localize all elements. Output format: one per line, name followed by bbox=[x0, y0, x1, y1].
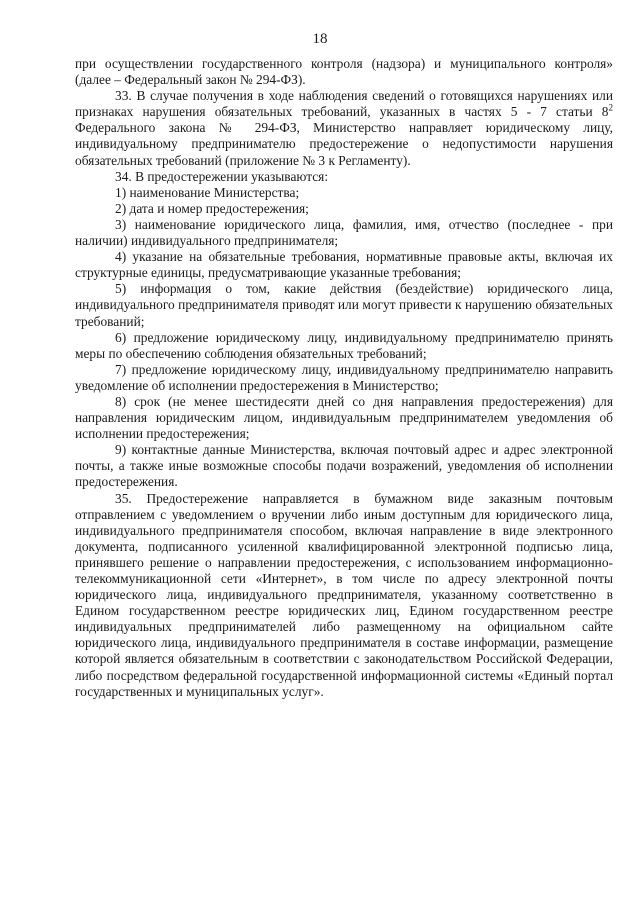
paragraph-34-item-5: 5) информация о том, какие действия (бездействие) юридического лица, индивидуального предпринимателя приводят или могут привести к нарушению обязательных требований; bbox=[75, 281, 613, 329]
paragraph-35: 35. Предостережение направляется в бумажном виде заказным почтовым отправлением с уведомлением о вручении либо иным доступным для юридического лица, индивидуального предпринимателя способом, включая направление в виде электронного документа, подписанного усиленной квалифицированной электронной подписью лица, принявшего решение о направлении предостережения, с использованием информационно-телекоммуникационной сети «Интернет», в том числе по адресу электронной почты юридического лица, индивидуального предпринимателя, указанному соответственно в Едином государственном реестре юридических лиц, Едином государственном реестре индивидуальных предпринимателей либо размещенному на официальном сайте юридического лица, индивидуального предпринимателя в составе информации, размещение которой является обязательным в соответствии с законодательством Российской Федерации, либо посредством федеральной государственной информационной системы «Единый портал государственных и муниципальных услуг». bbox=[75, 490, 613, 699]
paragraph-34-item-1: 1) наименование Министерства; bbox=[115, 184, 300, 200]
paragraph-34: 34. В предостережении указываются: bbox=[115, 168, 329, 184]
paragraph-33-text-start: 33. В случае получения в ходе наблюдения сведений о готовящихся нарушениях или признаках нарушения обязательных требований, указанных в частях 5 - 7 статьи 8 bbox=[75, 88, 613, 120]
paragraph-34-item-3: 3) наименование юридического лица, фамилия, имя, отчество (последнее - при наличии) индивидуального предпринимателя; bbox=[75, 216, 613, 249]
paragraph-intro: при осуществлении государственного контроля (надзора) и муниципального контроля» (далее – Федеральный закон № 294-ФЗ). bbox=[75, 56, 613, 88]
paragraph-34-item-8: 8) срок (не менее шестидесяти дней со дня направления предостережения) для направления юридическим лицом, индивидуальным предпринимателем уведомления об исполнении предостережения; bbox=[75, 393, 613, 442]
paragraph-33-superscript: 2 bbox=[608, 102, 613, 113]
document-body bbox=[75, 56, 613, 700]
paragraph-33 bbox=[75, 88, 613, 168]
page-number: 18 bbox=[312, 31, 328, 47]
paragraph-34-item-7: 7) предложение юридическому лицу, индивидуальному предпринимателю направить уведомление об исполнении предостережения в Министерство; bbox=[75, 361, 613, 393]
paragraph-34-item-4: 4) указание на обязательные требования, нормативные правовые акты, включая их структурные единицы, предусматривающие указанные требования; bbox=[75, 249, 613, 281]
paragraph-34-item-6: 6) предложение юридическому лицу, индивидуальному предпринимателю принять меры по обеспечению соблюдения обязательных требований; bbox=[75, 329, 613, 361]
paragraph-34-item-2: 2) дата и номер предостережения; bbox=[115, 200, 309, 216]
paragraph-33-text-end: Федерального закона № 294-ФЗ, Министерство направляет юридическому лицу, индивидуальному предпринимателю предостережение о недопустимости нарушения обязательных требований (приложение № 3 к Регламенту). bbox=[75, 120, 613, 168]
paragraph-34-item-9: 9) контактные данные Министерства, включая почтовый адрес и адрес электронной почты, а также иные возможные способы подачи возражений, уведомления об исполнении предостережения. bbox=[75, 442, 613, 490]
